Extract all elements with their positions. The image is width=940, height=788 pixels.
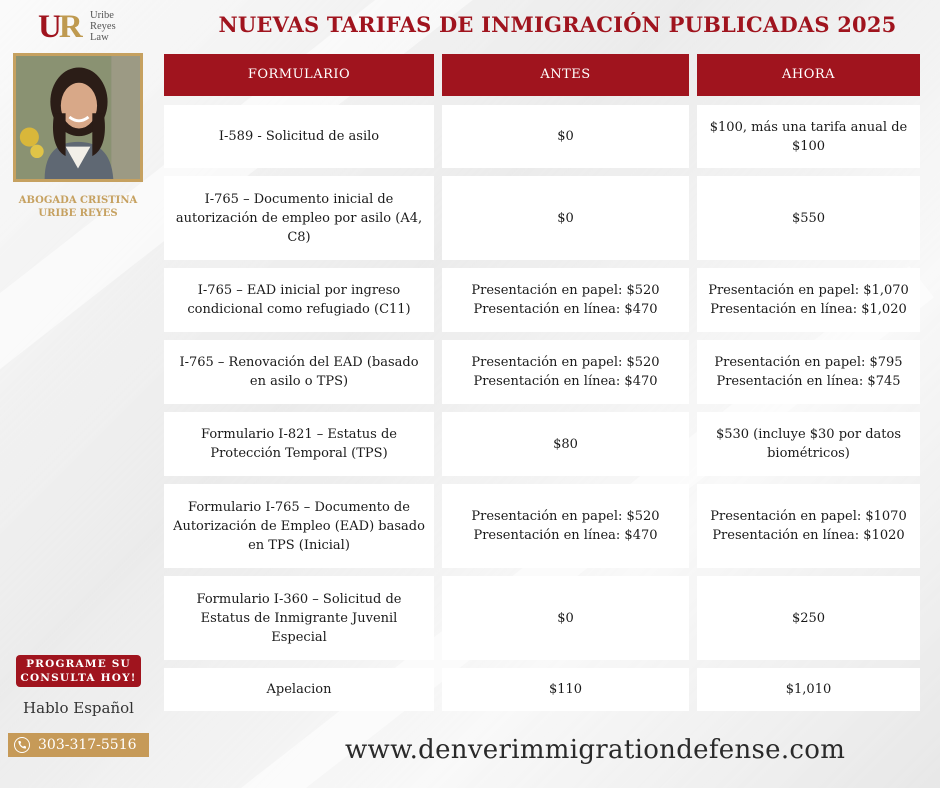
table-cell-before: Presentación en papel: $520 Presentación en línea: $470	[442, 484, 689, 568]
table-cell-after: $530 (incluye $30 por datos biométricos)	[697, 412, 920, 476]
attorney-name: ABOGADA CRISTINA URIBE REYES	[18, 195, 138, 219]
table-cell-after: Presentación en papel: $1,070 Presentación en línea: $1,020	[697, 268, 920, 332]
table-cell-before: $110	[442, 668, 689, 711]
table-cell-after: $250	[697, 576, 920, 660]
table-cell-form: I-765 – Documento inicial de autorización de empleo por asilo (A4, C8)	[164, 176, 434, 260]
table-cell-before: $0	[442, 576, 689, 660]
table-cell-form: I-765 – Renovación del EAD (basado en asilo o TPS)	[164, 340, 434, 404]
attorney-portrait-icon	[16, 56, 140, 179]
table-cell-form: Formulario I-821 – Estatus de Protección Temporal (TPS)	[164, 412, 434, 476]
attorney-photo	[13, 53, 143, 182]
table-cell-after: $550	[697, 176, 920, 260]
table-cell-after: $1,010	[697, 668, 920, 711]
page-title: NUEVAS TARIFAS DE INMIGRACIÓN PUBLICADAS 2025	[218, 12, 897, 37]
schedule-consultation-button[interactable]: PROGRAME SU CONSULTA HOY!	[16, 655, 141, 687]
table-cell-before: $80	[442, 412, 689, 476]
table-cell-before: $0	[442, 176, 689, 260]
table-cell-form: Apelacion	[164, 668, 434, 711]
column-header-after: AHORA	[697, 54, 920, 96]
uribe-reyes-law-logo	[38, 9, 128, 45]
table-cell-form: I-589 - Solicitud de asilo	[164, 105, 434, 168]
column-header-form: FORMULARIO	[164, 54, 434, 96]
table-cell-after: Presentación en papel: $795 Presentación en línea: $745	[697, 340, 920, 404]
table-cell-after: $100, más una tarifa anual de $100	[697, 105, 920, 168]
table-cell-form: Formulario I-360 – Solicitud de Estatus de Inmigrante Juvenil Especial	[164, 576, 434, 660]
logo-mark: UR	[38, 9, 80, 45]
website-link[interactable]: www.denverimmigrationdefense.com	[345, 735, 846, 765]
table-cell-form: Formulario I-765 – Documento de Autorización de Empleo (EAD) basado en TPS (Inicial)	[164, 484, 434, 568]
phone-icon	[14, 737, 30, 753]
table-cell-before: Presentación en papel: $520 Presentación en línea: $470	[442, 268, 689, 332]
table-cell-before: Presentación en papel: $520 Presentación en línea: $470	[442, 340, 689, 404]
table-cell-before: $0	[442, 105, 689, 168]
hablo-espanol-label: Hablo Español	[23, 699, 134, 717]
table-cell-form: I-765 – EAD inicial por ingreso condicional como refugiado (C11)	[164, 268, 434, 332]
logo-wordmark: Uribe Reyes Law	[90, 10, 116, 43]
phone-number[interactable]: 303-317-5516	[8, 733, 149, 757]
column-header-before: ANTES	[442, 54, 689, 96]
table-cell-after: Presentación en papel: $1070 Presentación en línea: $1020	[697, 484, 920, 568]
